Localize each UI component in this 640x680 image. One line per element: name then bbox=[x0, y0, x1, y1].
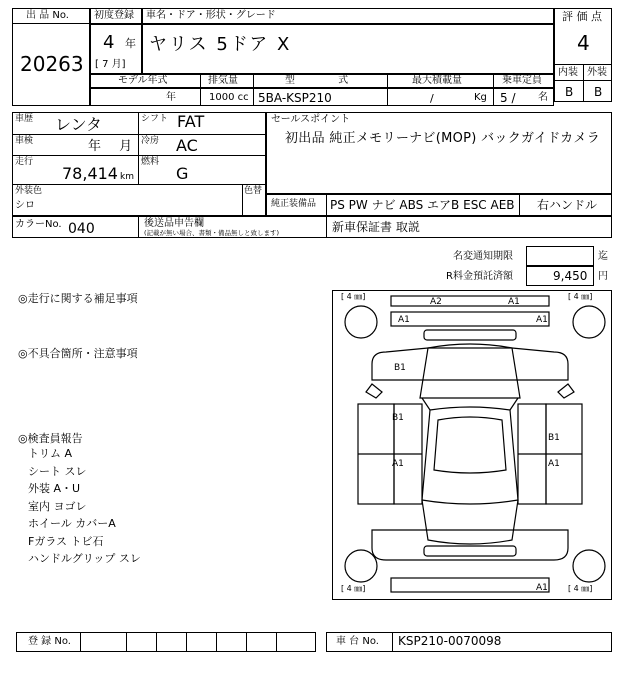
first-reg-label: 初度登録 bbox=[94, 10, 134, 21]
name-change-unit: 迄 bbox=[598, 251, 608, 262]
inspector-report-line: ハンドルグリップ スレ bbox=[28, 552, 141, 565]
mark-rear-a1: A1 bbox=[536, 583, 548, 593]
mileage: 78,414 bbox=[62, 164, 118, 183]
mark-door-b1-r: B1 bbox=[548, 433, 560, 443]
mark-door-b1-l: B1 bbox=[392, 413, 404, 423]
ext-color: シロ bbox=[15, 200, 35, 211]
history: レンタ bbox=[55, 115, 102, 134]
capacity: 5 / bbox=[500, 91, 516, 105]
tire-label-fr: [ 4 ㎜] bbox=[568, 292, 593, 301]
hood bbox=[420, 344, 520, 398]
tire-label-rr: [ 4 ㎜] bbox=[568, 584, 593, 593]
handle: 右ハンドル bbox=[537, 198, 598, 212]
recycle-unit: 円 bbox=[598, 271, 608, 282]
rear-window bbox=[422, 500, 518, 544]
roof-panel bbox=[434, 417, 506, 473]
color-no: 040 bbox=[68, 221, 95, 237]
mark-bumper-l: A1 bbox=[398, 315, 410, 325]
max-load: / bbox=[430, 92, 434, 105]
lot-label: 出 品 No. bbox=[26, 10, 69, 21]
eval-score: 4 bbox=[577, 31, 590, 55]
equip-label: 純正装備品 bbox=[271, 199, 317, 209]
rear-plate bbox=[424, 546, 516, 556]
shift: FAT bbox=[177, 112, 205, 131]
reg-cell-4 bbox=[186, 632, 187, 652]
inspection-label: 車検 bbox=[15, 136, 34, 146]
wheel-rear-left bbox=[345, 550, 377, 582]
model-code: 5BA-KSP210 bbox=[258, 91, 332, 105]
mark-door-a1-r: A1 bbox=[548, 459, 560, 469]
reg-cell-1 bbox=[80, 632, 81, 652]
displacement: 1000 cc bbox=[209, 92, 249, 103]
equip-items: PS PW ナビ ABS エアB ESC AEB bbox=[330, 198, 515, 212]
wheel-front-right bbox=[573, 306, 605, 338]
reg-cell-2 bbox=[126, 632, 127, 652]
inspector-report-line: 室内 ヨゴレ bbox=[28, 499, 87, 513]
model-year-label: モデル年式 bbox=[118, 75, 168, 86]
driving-remarks-label: ◎走行に関する補足事項 bbox=[18, 292, 138, 305]
front-bumper bbox=[391, 312, 549, 326]
tire-label-rl: [ 4 ㎜] bbox=[341, 584, 366, 593]
reg-label: 登 録 No. bbox=[28, 636, 71, 647]
color-change-label: 色替 bbox=[244, 186, 263, 196]
mark-front-a1: A1 bbox=[508, 297, 520, 307]
inspector-report-label: ◎検査員報告 bbox=[18, 432, 83, 445]
car-name: ヤリス 5ドア X bbox=[149, 34, 292, 55]
front-grille bbox=[391, 296, 549, 306]
reg-cell-5 bbox=[216, 632, 217, 652]
first-reg-year-unit: 年 bbox=[125, 37, 136, 50]
capacity-label: 乗車定員 bbox=[502, 75, 542, 86]
mirror-right bbox=[558, 384, 574, 398]
inspector-report-line: ホイール カバーA bbox=[28, 517, 116, 530]
tire-label-fl: [ 4 ㎜] bbox=[341, 292, 366, 301]
mark-bumper-r: A1 bbox=[536, 315, 548, 325]
reg-cell-3 bbox=[156, 632, 157, 652]
shift-label: シフト bbox=[141, 114, 169, 124]
postsale-label: 後送品申告欄 bbox=[144, 218, 204, 229]
sales-label: セールスポイント bbox=[271, 114, 351, 125]
recycle-label: R料金預託済額 bbox=[446, 271, 513, 282]
inspector-report-line: トリム A bbox=[28, 447, 73, 460]
first-reg-month: [ 7 月] bbox=[95, 59, 126, 70]
mark-front-a2: A2 bbox=[430, 297, 442, 307]
interior-grade: B bbox=[565, 85, 574, 99]
inspector-report-line: シート スレ bbox=[28, 464, 87, 478]
chassis-col bbox=[392, 632, 393, 652]
inspector-report-line: Fガラス トビ石 bbox=[28, 534, 104, 548]
rear-bumper bbox=[391, 578, 549, 592]
interior-label: 内装 bbox=[558, 67, 578, 78]
model-year-unit: 年 bbox=[166, 92, 176, 103]
fuel-label: 燃料 bbox=[141, 157, 160, 167]
postsale-note: (記載が無い場合、書類・備品無しと致します) bbox=[144, 229, 280, 237]
ac-label: 冷房 bbox=[141, 136, 160, 146]
mileage-unit: km bbox=[120, 172, 134, 182]
mark-door-a1-l: A1 bbox=[392, 459, 404, 469]
mileage-label: 走行 bbox=[15, 157, 34, 167]
inspector-report-line: 外装 A・U bbox=[28, 482, 81, 495]
wheel-front-left bbox=[345, 306, 377, 338]
exterior-grade: B bbox=[594, 85, 603, 99]
ac: AC bbox=[176, 136, 198, 155]
first-reg-year: 4 bbox=[103, 32, 115, 53]
max-load-label: 最大積載量 bbox=[412, 75, 462, 86]
max-load-unit: Kg bbox=[474, 92, 487, 103]
history-label: 車歴 bbox=[15, 114, 34, 124]
chassis-label: 車 台 No. bbox=[336, 636, 379, 647]
mirror-left bbox=[366, 384, 382, 398]
wheel-rear-right bbox=[573, 550, 605, 582]
reg-cell-6 bbox=[246, 632, 247, 652]
capacity-unit: 名 bbox=[538, 92, 548, 103]
lot-number: 20263 bbox=[20, 52, 84, 76]
recycle-value: 9,450 bbox=[553, 269, 588, 283]
reg-cell-7 bbox=[276, 632, 277, 652]
color-no-label: カラーNo. bbox=[15, 219, 62, 230]
mark-hood-b1: B1 bbox=[394, 363, 406, 373]
ext-color-label: 外装色 bbox=[15, 186, 43, 196]
chassis-no: KSP210-0070098 bbox=[398, 634, 502, 648]
roof bbox=[422, 407, 518, 504]
name-change-label: 名変通知期限 bbox=[453, 251, 513, 262]
fuel: G bbox=[176, 164, 189, 183]
displacement-label: 排気量 bbox=[208, 75, 238, 86]
exterior-label: 外装 bbox=[587, 67, 607, 78]
car-name-label: 車名・ドア・形状・グレード bbox=[146, 10, 276, 21]
model-label: 型 式 bbox=[285, 75, 349, 86]
warranty: 新車保証書 取説 bbox=[332, 220, 420, 234]
eval-label: 評 価 点 bbox=[562, 10, 602, 23]
front-plate bbox=[424, 330, 516, 340]
defect-remarks-label: ◎不具合箇所・注意事項 bbox=[18, 347, 138, 360]
sales-text: 初出品 純正メモリーナビ(MOP) バックガイドカメラ bbox=[285, 131, 601, 146]
inspection: 年 月 bbox=[88, 139, 133, 154]
